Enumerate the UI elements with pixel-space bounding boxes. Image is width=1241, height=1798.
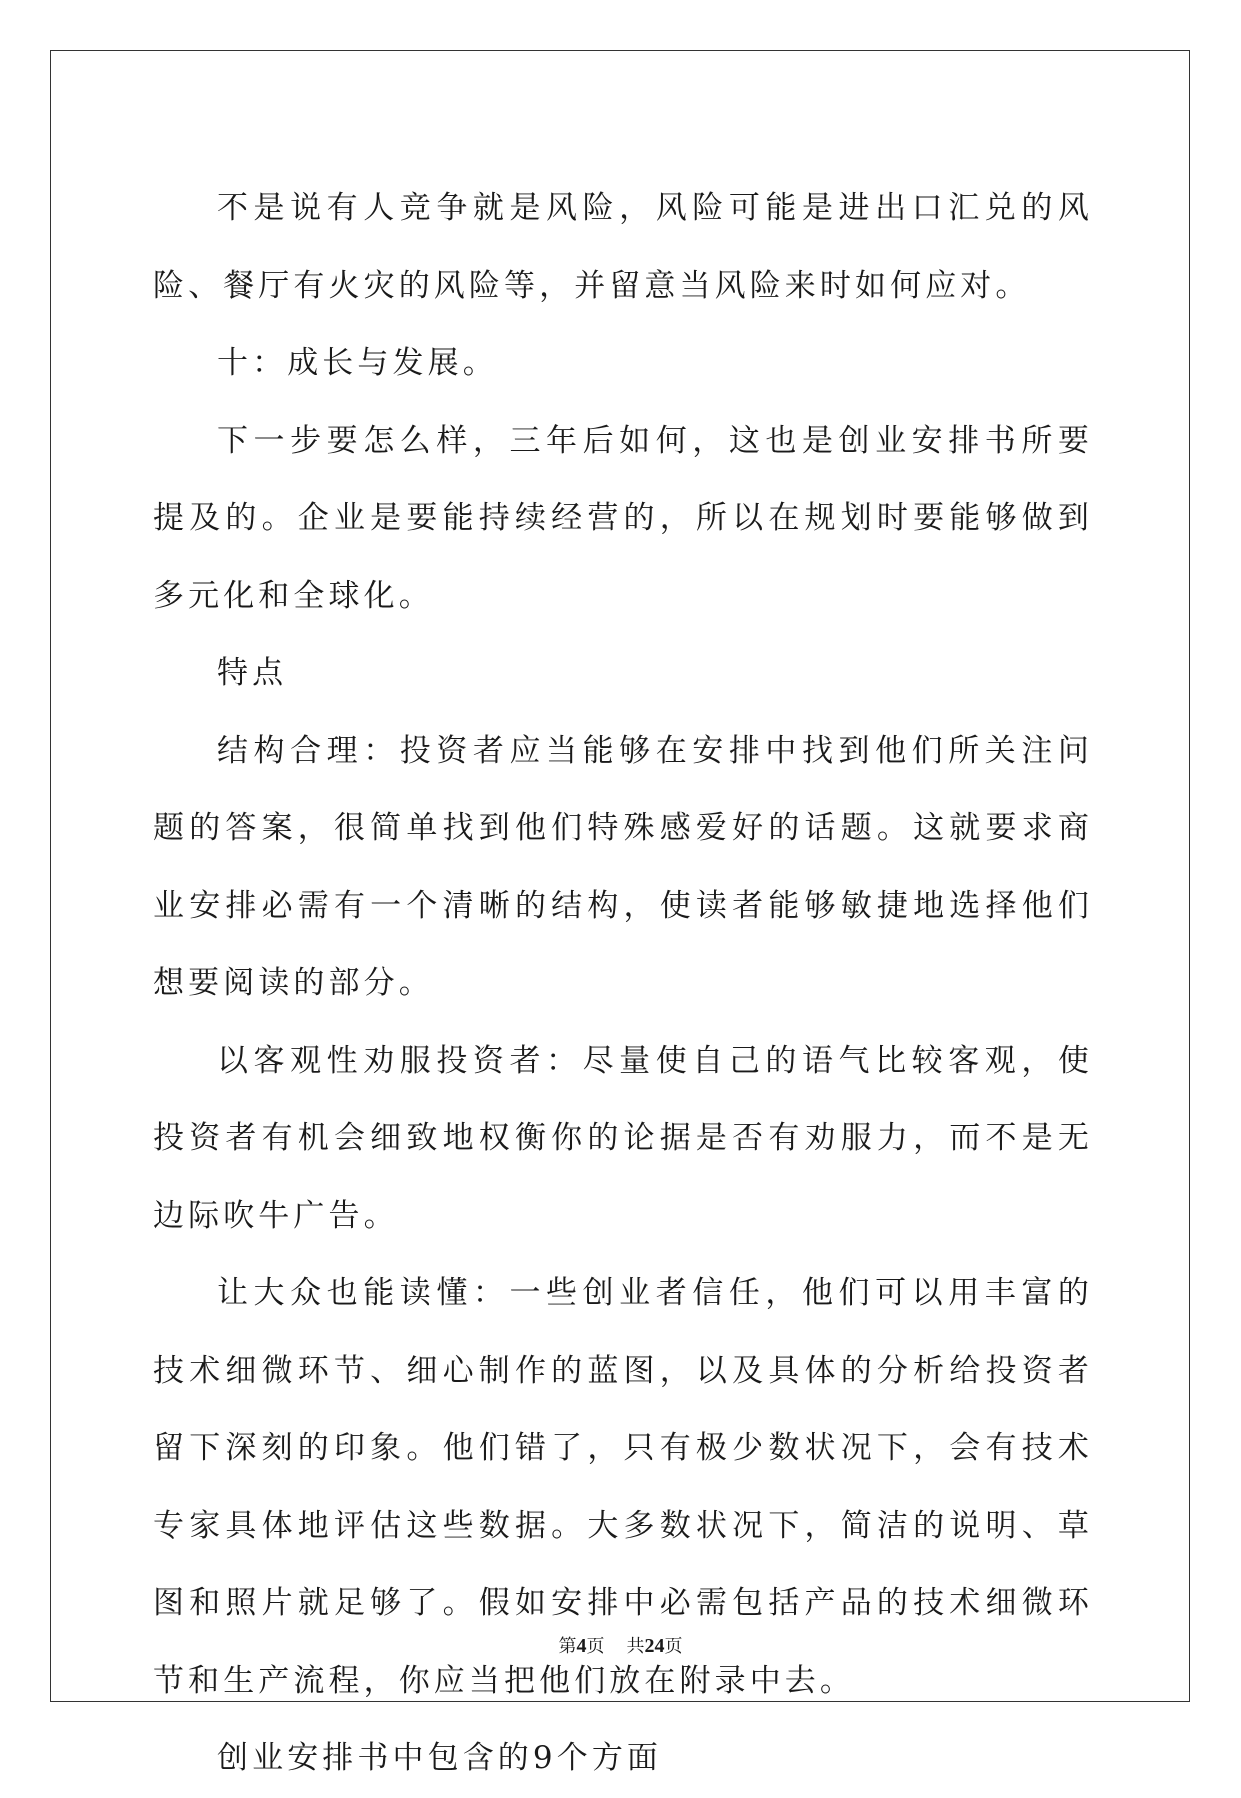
paragraph-structure: 结构合理：投资者应当能够在安排中找到他们所关注问题的答案，很简单找到他们特殊感爱好的话题。这就要求商业安排必需有一个清晰的结构，使读者能够敏捷地选择他们想要阅读的部分。 (153, 732, 1093, 1001)
section-heading-growth: 十：成长与发展。 (217, 345, 498, 381)
total-pages: 24 (644, 1635, 665, 1657)
page-suffix: 页 (586, 1636, 605, 1657)
paragraph-objectivity: 以客观性劝服投资者：尽量使自己的语气比较客观，使投资者有机会细致地权衡你的论据是否有劝服力，而不是无边际吹牛广告。 (153, 1042, 1093, 1234)
section-heading-nine-aspects: 创业安排书中包含的9个方面 (217, 1740, 663, 1776)
document-body (153, 170, 1093, 1798)
total-suffix: 页 (664, 1636, 683, 1657)
page-footer (0, 1632, 1241, 1658)
section-heading-features: 特点 (217, 655, 288, 691)
page-prefix: 第 (558, 1636, 577, 1657)
paragraph-risk: 不是说有人竞争就是风险，风险可能是进出口汇兑的风险、餐厅有火灾的风险等，并留意当风险来时如何应对。 (153, 190, 1093, 304)
paragraph-readability: 让大众也能读懂：一些创业者信任，他们可以用丰富的技术细微环节、细心制作的蓝图，以及具体的分析给投资者留下深刻的印象。他们错了，只有极少数状况下，会有技术专家具体地评估这些数据。大多数状况下，简洁的说明、草图和照片就足够了。假如安排中必需包括产品的技术细微环节和生产流程，你应当把他们放在附录中去。 (153, 1275, 1093, 1699)
total-prefix: 共 (626, 1636, 645, 1657)
page-number: 4 (576, 1635, 587, 1657)
paragraph-next-steps: 下一步要怎么样，三年后如何，这也是创业安排书所要提及的。企业是要能持续经营的，所以在规划时要能够做到多元化和全球化。 (153, 422, 1093, 614)
